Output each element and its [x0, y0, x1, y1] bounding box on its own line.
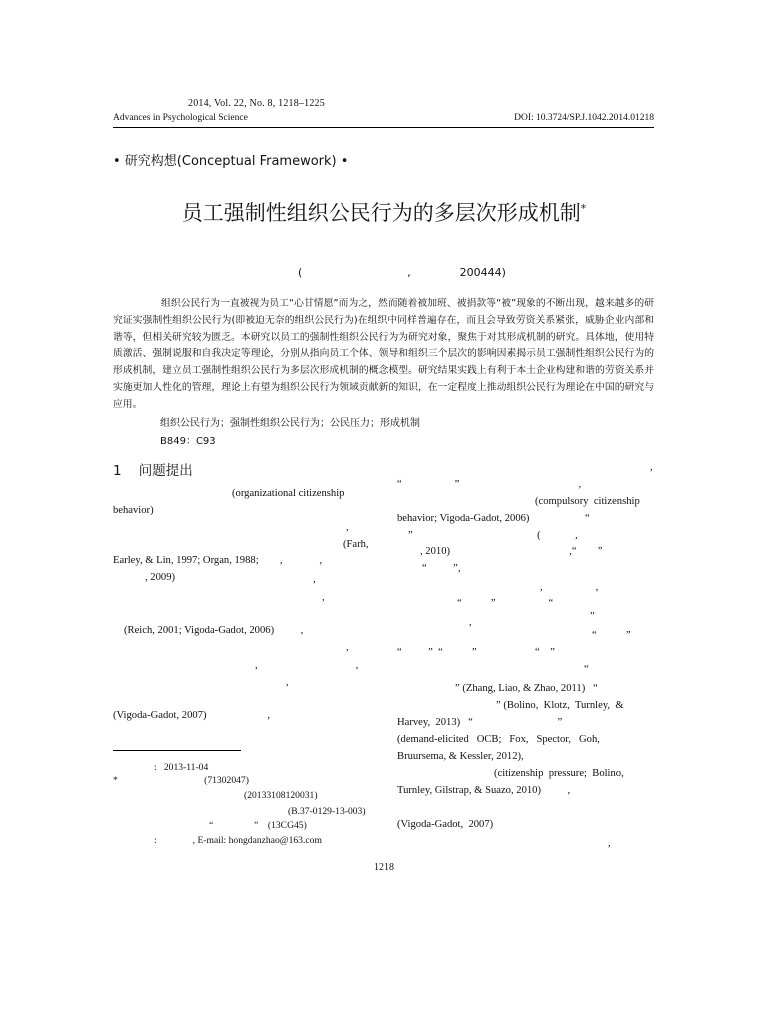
right-line: behavior; Vigoda-Gadot, 2006) “	[397, 513, 590, 524]
right-line: ,	[608, 838, 611, 849]
right-line: , ,	[540, 582, 599, 593]
right-line: (compulsory citizenship	[535, 496, 640, 507]
right-line: , 2010) ,“ ”	[420, 546, 603, 557]
right-line: ,	[650, 462, 653, 473]
left-line: (Farh,	[343, 539, 369, 550]
section-label: • 研究构想(Conceptual Framework) •	[113, 154, 349, 169]
left-line: (Reich, 2001; Vigoda-Gadot, 2006) ,	[124, 625, 304, 636]
right-line: ” (Bolino, Klotz, Turnley, &	[496, 700, 624, 711]
title-text: 员工强制性组织公民行为的多层次形成机制	[181, 201, 581, 225]
left-line: (Vigoda-Gadot, 2007) ,	[113, 710, 271, 721]
footnote-fund: * (71302047)	[113, 775, 249, 786]
paper-title	[0, 197, 768, 227]
doi[interactable]: DOI: 10.3724/SP.J.1042.2014.01218	[514, 113, 654, 123]
affiliation: ( , 200444)	[298, 266, 506, 279]
right-line: Harvey, 2013) “ ”	[397, 717, 563, 728]
right-line: ,	[469, 617, 472, 628]
right-line: “	[584, 664, 589, 675]
left-line: ,	[346, 522, 349, 533]
left-line: behavior)	[113, 505, 154, 516]
left-line: , 2009)	[145, 572, 176, 583]
right-line: (citizenship pressure; Bolino,	[494, 768, 624, 779]
right-line: “ ”,	[422, 563, 461, 574]
right-line: “ ” ,	[397, 479, 582, 490]
right-line: ” (Zhang, Liao, & Zhao, 2011) “	[455, 683, 598, 694]
left-line: , ,	[255, 660, 359, 671]
footnote-fund: (20133108120031)	[244, 790, 318, 801]
right-line: “ ” “	[457, 598, 554, 609]
keywords: 组织公民行为；强制性组织公民行为；公民压力；形成机制	[160, 418, 420, 429]
page-number: 1218	[374, 862, 394, 873]
right-line: Bruursema, & Kessler, 2012),	[397, 751, 524, 762]
left-line: ,	[346, 642, 349, 653]
right-line: ”	[590, 611, 595, 622]
abstract: 组织公民行为一直被视为员工“心甘情愿”而为之，然而随着被加班、被捐款等“被”现象的不断出现，越来越多的研究证实强制性组织公民行为(即被迫无奈的组织公民行为)在组织中同样普遍存在，而且会导致劳资关系紧张，威胁企业内部和谐等，但相关研究较为匮乏。本研究以员工的强制性组织公民行为为研究对象，聚焦于对其形成机制的研究。具体地，使用特质激活、强制说服和自我决定等理论，分别从指向员工个体、领导和组织三个层次的影响因素揭示员工强制性组织公民行为的形成机制，建立员工强制性组织公民行为多层次形成机制的概念模型。研究结果实践上有利于本土企业构建和谐的劳资关系并实施更加人性化的管理，理论上有望为组织公民行为领域贡献新的知识，在一定程度上推动组织公民行为理论在中国的研究与应用。	[113, 298, 654, 410]
title-footnote-mark: *	[580, 202, 587, 215]
left-line: ,	[313, 574, 316, 585]
right-line: “ ” “ ” “ ”	[397, 647, 555, 658]
footnote-rule	[113, 750, 241, 751]
right-line: (demand-elicited OCB; Fox, Spector, Goh,	[397, 734, 600, 745]
classification-code: B849：C93	[160, 436, 216, 447]
footnote-fund: “ ” (13CG45)	[209, 820, 307, 831]
right-line: “ ”	[592, 630, 631, 641]
header-rule	[113, 127, 654, 128]
section-heading: 1 问题提出	[113, 463, 193, 479]
left-line: Earley, & Lin, 1997; Organ, 1988; , ,	[113, 555, 323, 566]
footnote-received: : 2013-11-04	[154, 762, 209, 773]
left-line: ,	[286, 677, 289, 688]
left-line: ,	[322, 592, 325, 603]
footnote-fund: (B.37-0129-13-003)	[288, 806, 366, 817]
journal-name: Advances in Psychological Science	[113, 113, 248, 123]
right-line: ” ( ,	[408, 530, 578, 541]
left-line: (organizational citizenship	[232, 488, 345, 499]
right-line: (Vigoda-Gadot, 2007)	[397, 819, 494, 830]
footnote-corresponding-author: : , E-mail: hongdanzhao@163.com	[154, 835, 322, 846]
right-line: Turnley, Gilstrap, & Suazo, 2010) ,	[397, 785, 571, 796]
citation-line: 2014, Vol. 22, No. 8, 1218–1225	[188, 98, 325, 109]
